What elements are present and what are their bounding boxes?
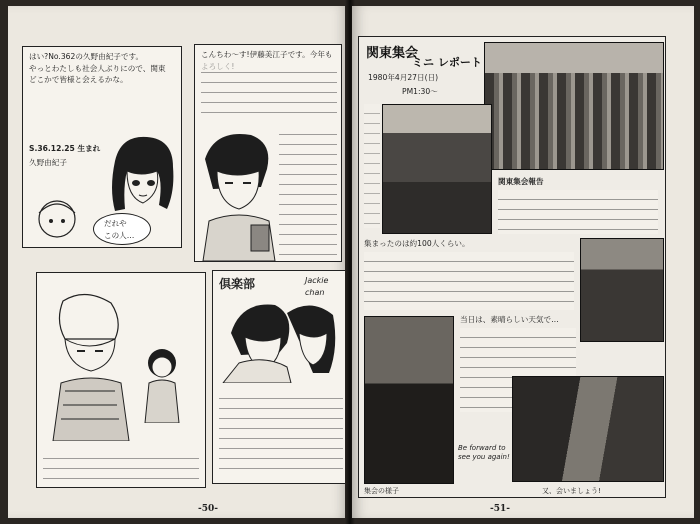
left-page [8, 6, 348, 518]
reader-panel-top-left [22, 46, 182, 248]
footer-caption-right: 又、会いましょう! [542, 487, 601, 495]
meeting-caption: 関東集会報告 [498, 177, 544, 186]
reader-panel-bottom-left [36, 272, 206, 488]
handwritten-lines [201, 63, 337, 119]
armored-hero-sketch [45, 291, 135, 441]
couple-portrait-sketch [221, 293, 341, 383]
speech-bubble: だれや この人… [93, 213, 151, 245]
reader-panel-top-right [194, 44, 342, 262]
chibi-character-sketch [29, 195, 89, 245]
panel-body-text: こんちわ〜す!伊藤美江子です。今年も [201, 50, 333, 59]
event-date: 1980年4月27日(日) [368, 73, 439, 82]
girl-portrait-sketch [101, 131, 181, 221]
report-body-text [364, 252, 574, 310]
vertical-caption [364, 104, 380, 228]
reader-panel-bottom-right [212, 270, 348, 484]
meeting-room-photo [382, 104, 492, 234]
page-number-left: -50- [198, 504, 218, 514]
panel-title: 倶楽部 [219, 277, 256, 291]
handwritten-lines [43, 449, 199, 481]
page-number-right: -51- [490, 504, 510, 514]
audience-photo [364, 316, 454, 484]
pilot-character-sketch [195, 129, 281, 261]
report-subtitle: ミニ レポート [412, 56, 482, 69]
dancing-photo [580, 238, 664, 342]
handwritten-lines [219, 389, 343, 477]
closing-message: Be forward to see you again! [458, 444, 510, 461]
right-page [352, 6, 694, 518]
birth-date: S.36.12.25 生まれ [29, 144, 101, 153]
group-photo [484, 42, 664, 170]
handwritten-lines-right [279, 125, 337, 255]
report-body-intro: 集まったのは約100人くらい。 [364, 239, 470, 248]
small-character-sketch [137, 343, 187, 423]
signature: 久野由紀子 [29, 158, 67, 167]
sketch-caption: Jackie chan [305, 276, 329, 297]
panel-body-text: はい?No.362の久野由紀子です。 やっとわたしも社会人ぶりにので、関東 どこかで皆様と会えるかな。 [29, 52, 166, 84]
report-body-lower: 当日は、素晴らしい天気で… [460, 315, 559, 324]
meeting-text [498, 190, 658, 234]
farewell-photo [512, 376, 664, 482]
footer-caption-left: 集会の様子 [364, 487, 399, 495]
event-time: PM1:30〜 [402, 87, 438, 96]
report-title: 関東集会 [366, 46, 419, 61]
